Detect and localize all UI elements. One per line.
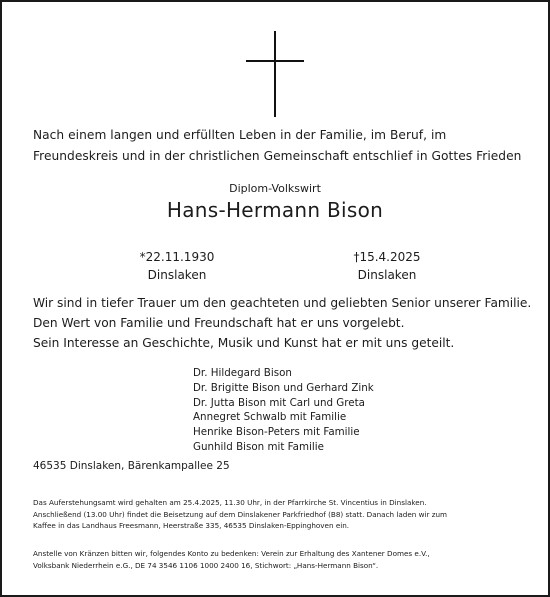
donation-note-line: Volksbank Niederrhein e.G., DE 74 3546 1106 1000 2400 16, Stichwort: „Hans-Hermann Bison“. [33,560,379,570]
family-list [193,366,493,455]
birth-place: Dinslaken [147,268,207,282]
cross-horizontal-bar [246,60,304,62]
mourning-text [33,293,533,353]
service-note-line: Das Auferstehungsamt wird gehalten am 25.4.2025, 11.30 Uhr, in der Pfarrkirche St. Vincentius in Dinslaken. [33,498,427,507]
donation-note [33,548,533,571]
family-member: Annegret Schwalb mit Familie [193,411,347,424]
cross-icon [246,31,304,117]
family-member: Dr. Brigitte Bison und Gerhard Zink [193,381,374,394]
family-member: Gunhild Bison mit Familie [193,440,324,453]
family-member: Henrike Bison-Peters mit Familie [193,426,360,439]
cross-vertical-bar [274,31,276,117]
deceased-title: Diplom-Volkswirt [229,182,321,195]
death-info [332,248,442,284]
service-note-line: Anschließend (13.00 Uhr) findet die Beisetzung auf dem Dinslakener Parkfriedhof (B8) statt. Danach laden wir zum [33,509,448,519]
family-address: 46535 Dinslaken, Bärenkampallee 25 [33,460,230,472]
mourning-line: Sein Interesse an Geschichte, Musik und Kunst hat er mit uns geteilt. [33,336,455,350]
death-date: †15.4.2025 [353,250,421,264]
donation-note-line: Anstelle von Kränzen bitten wir, folgendes Konto zu bedenken: Verein zur Erhaltung des Xantener Domes e.V., [33,549,430,558]
mourning-line: Den Wert von Familie und Freundschaft hat er uns vorgelebt. [33,316,405,330]
intro-line: Nach einem langen und erfüllten Leben in der Familie, im Beruf, im [33,128,447,142]
family-member: Dr. Jutta Bison mit Carl und Greta [193,396,365,409]
service-note-line: Kaffee in das Landhaus Freesmann, Heerstraße 335, 46535 Dinslaken-Eppinghoven ein. [33,521,350,530]
deceased-name: Hans-Hermann Bison [166,198,384,222]
intro-text [33,125,533,167]
birth-date: *22.11.1930 [139,250,215,264]
service-note [33,497,533,532]
death-place: Dinslaken [357,268,417,282]
birth-info [122,248,232,284]
family-member: Dr. Hildegard Bison [193,367,292,379]
mourning-line: Wir sind in tiefer Trauer um den geachteten und geliebten Senior unserer Familie. [33,296,532,310]
intro-line: Freundeskreis und in der christlichen Gemeinschaft entschlief in Gottes Frieden [33,149,522,163]
